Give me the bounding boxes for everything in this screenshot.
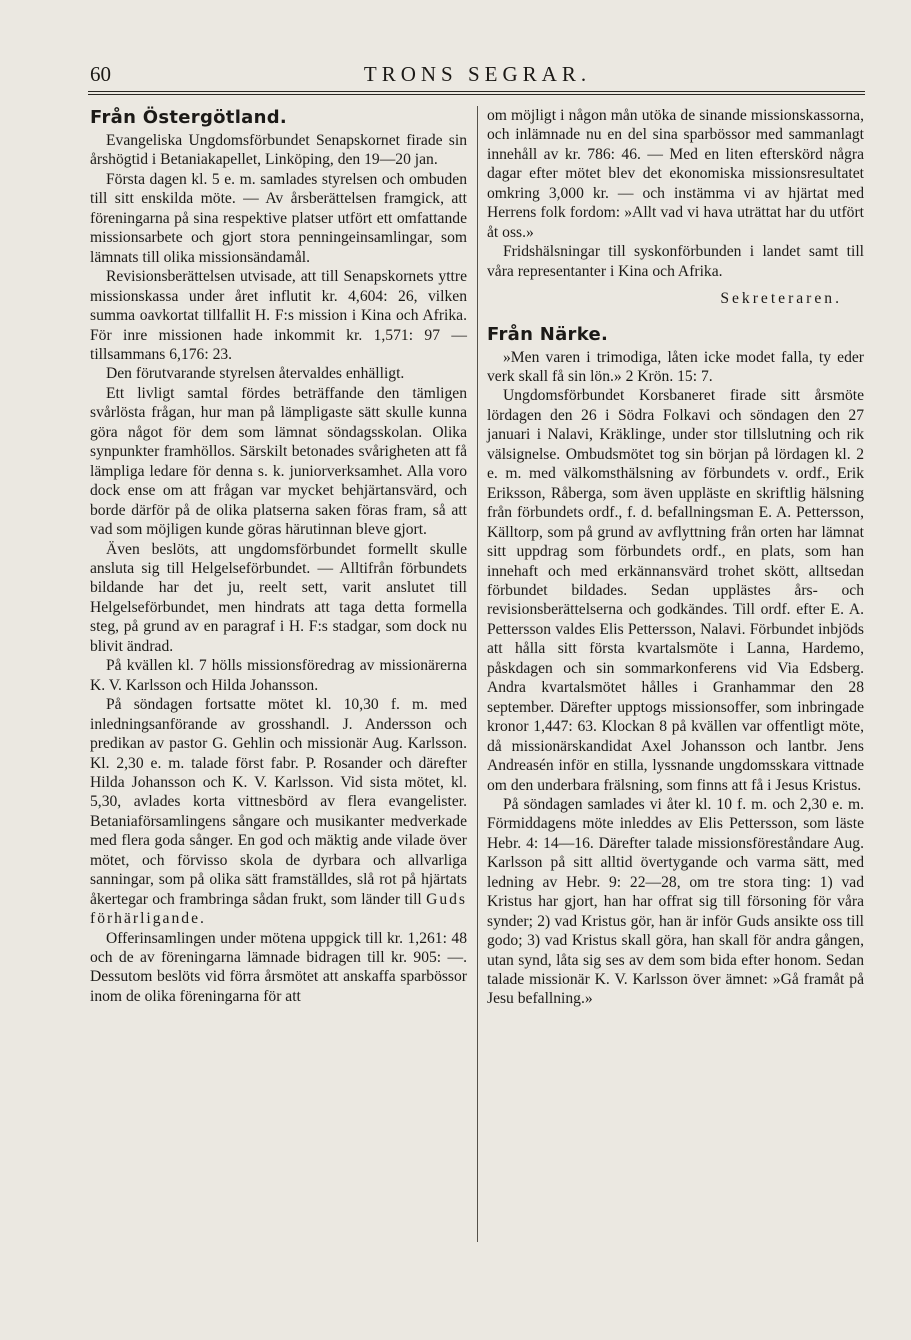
page-number: 60: [90, 62, 111, 86]
article-paragraph: Första dagen kl. 5 e. m. samlades styrelsen och ombuden till sitt enskilda möte. — Av årsberättelsen framgick, att föreningarna på sina respektive platser utfört ett omfattande missionsarbete och gjort stora penningeinsamlingar, som lämnats till olika missionsändamål.: [90, 170, 467, 266]
running-title: TRONS SEGRAR.: [363, 62, 592, 86]
section-heading-narke: Från Närke.: [487, 323, 609, 345]
signature: Sekreteraren.: [720, 290, 842, 308]
article-paragraph: Evangeliska Ungdomsförbundet Senapskornet firade sin årshögtid i Betaniakapellet, Linköping, den 19—20 jan.: [90, 132, 467, 169]
article-paragraph: Ungdomsförbundet Korsbaneret firade sitt årsmöte lördagen den 26 i Södra Folkavi och söndagen den 27 januari i Nalavi, Kräklinge, under stor tillslutning och rik välsignelse. Ombudsmötet tog sin början på lördagen kl. 2 e. m. med välkomsthälsning av förbundets v. ordf., Erik Eriksson, Råberga, som även uppläste en skriftlig hälsning från förbundets ordf., f. d. befallningsman E. A. Pettersson, Källtorp, som på grund av avflyttning från orten har lämnat sitt uppdrag som förbundets ordf., en plats, som han innehaft och med erkännansvärd trohet skött, alltsedan förbundet bildades. Sedan upplästes års- och revisionsberättelserna och godkändes. Till ordf. efter E. A. Pettersson valdes Elis Pettersson, Nalavi. Förbundet inbjöds att hålla sitt första kvartalsmöte i Lanna, Hardemo, påskdagen och sin sommarkonferens vid Via Edsberg. Andra kvartalsmötet hålles i Granhammar den 28 september. Därefter upptogs missionsoffer, som inbringade kronor 1,447: 63. Klockan 8 på kvällen var offentligt möte, då missionärskandidat Axel Johansson och lantbr. Jens Andreasén inför en stilla, lyssnande ungdomsskara vittnade om den underbara frälsning, som finns att få i Jesus Kristus.: [487, 387, 864, 794]
header-rule-thin: [88, 91, 865, 92]
article-paragraph: Även beslöts, att ungdomsförbundet formellt skulle ansluta sig till Helgelseförbundet. — Alltifrån förbundets bildande har det ju, reelt sett, varit anslutet till Helgelseförbundet, men hindrats att taga detta formella steg, på grund av en paragraf i H. F:s stadgar, som dock nu blivit ändrad.: [90, 540, 467, 655]
left-column: [90, 106, 467, 1006]
article-paragraph: Fridshälsningar till syskonförbunden i landet samt till våra representanter i Kina och Afrika.: [487, 243, 864, 280]
header-rule-thick: [88, 94, 865, 95]
scripture-quote: »Men varen i trimodiga, låten icke modet falla, ty eder verk skall få sin lön.» 2 Krön. 15: 7.: [487, 348, 864, 385]
article-paragraph: På söndagen samlades vi åter kl. 10 f. m. och 2,30 e. m. Förmiddagens möte inleddes av Elis Pettersson, som läste Hebr. 4: 14—16. Därefter talade missionsföreståndare Aug. Karlsson på sitt alltid övertygande och varma sätt, med ledning av Hebr. 9: 22—28, om tre stora ting: 1) vad Kristus har gjort, han har offrat sig till försoning för våra synder; 2) vad Kristus gör, han är inför Guds ansikte oss till godo; 3) vad Kristus skall göra, han skall för andra gången, utan synd, låta sig ses av dem som bida efter honom. Sedan talade missionär K. V. Karlsson över ämnet: »Gå framåt på Jesu befallning.»: [487, 795, 864, 1008]
article-paragraph: Offerinsamlingen under mötena uppgick till kr. 1,261: 48 och de av föreningarna lämnade bidragen till kr. 905: —. Dessutom beslöts vid förra årsmötet att anskaffa sparbössor inom de olika föreningarna för att: [90, 929, 467, 1005]
column-divider: [477, 106, 478, 1242]
article-paragraph: Den förutvarande styrelsen återvaldes enhälligt.: [106, 365, 405, 383]
article-paragraph: På kvällen kl. 7 hölls missionsföredrag av missionärerna K. V. Karlsson och Hilda Johansson.: [90, 657, 467, 694]
page-header: [90, 58, 865, 88]
section-heading-ostergotland: Från Östergötland.: [90, 107, 288, 128]
paragraph-text: På söndagen fortsatte mötet kl. 10,30 f. m. med inledningsanförande av grosshandl. J. Andersson och predikan av pastor G. Gehlin och missionär Aug. Karlsson. Kl. 2,30 e. m. talade först fabr. P. Rosander och därefter Hilda Johansson och K. V. Karlsson. Vid sista mötet, kl. 5,30, avlades korta vittnesbörd av flera evangelister. Betaniaförsamlingens sångare och musikanter medverkade med flera goda sånger. En god och mäktig ande vilade över mötet, och förvisso skola de dyrbara och allvarliga sanningar, som på olika sätt framställdes, slå rot på hjärtats åkertegar och frambringa sådan frukt, som länder till: [90, 696, 467, 908]
article-paragraph: om möjligt i någon mån utöka de sinande missionskassorna, och inlämnade nu en del sina sparbössor med sammanlagt innehåll av kr. 786: 46. — Med en liten efterskörd några dagar efter mötet blev det ekonomiska missionsresultatet omkring 3,000 kr. — och instämma vi av hjärtat med Herrens folk fordom: »Allt vad vi hava uträttat har du utfört åt oss.»: [487, 107, 864, 241]
right-column: [487, 106, 864, 1009]
spaced-emphasis: Guds förhärligande.: [90, 890, 468, 928]
article-paragraph: Ett livligt samtal fördes beträffande den tämligen svårlösta frågan, hur man på lämpligaste sätt skulle kunna göra något för dem som lämnat söndagsskolan. Olika synpunkter framhöllos. Särskilt betonades svårigheten att få lämpliga ledare för denna s. k. juniorverksamhet. Alla voro dock ense om att frågan var mycket behjärtansvärd, och borde därför på de olika platserna saken föras fram, så att vad som möjligen kunde göras härutinnan bleve gjort.: [90, 384, 467, 539]
article-paragraph: Revisionsberättelsen utvisade, att till Senapskornets yttre missionskassa under året influtit kr. 4,604: 26, vilken summa oavkortat tillfallit H. F:s mission i Kina och Afrika. För inre missionen hade inkommit kr. 1,571: 97 — tillsammans 6,176: 23.: [90, 268, 467, 363]
article-paragraph: [90, 695, 467, 928]
